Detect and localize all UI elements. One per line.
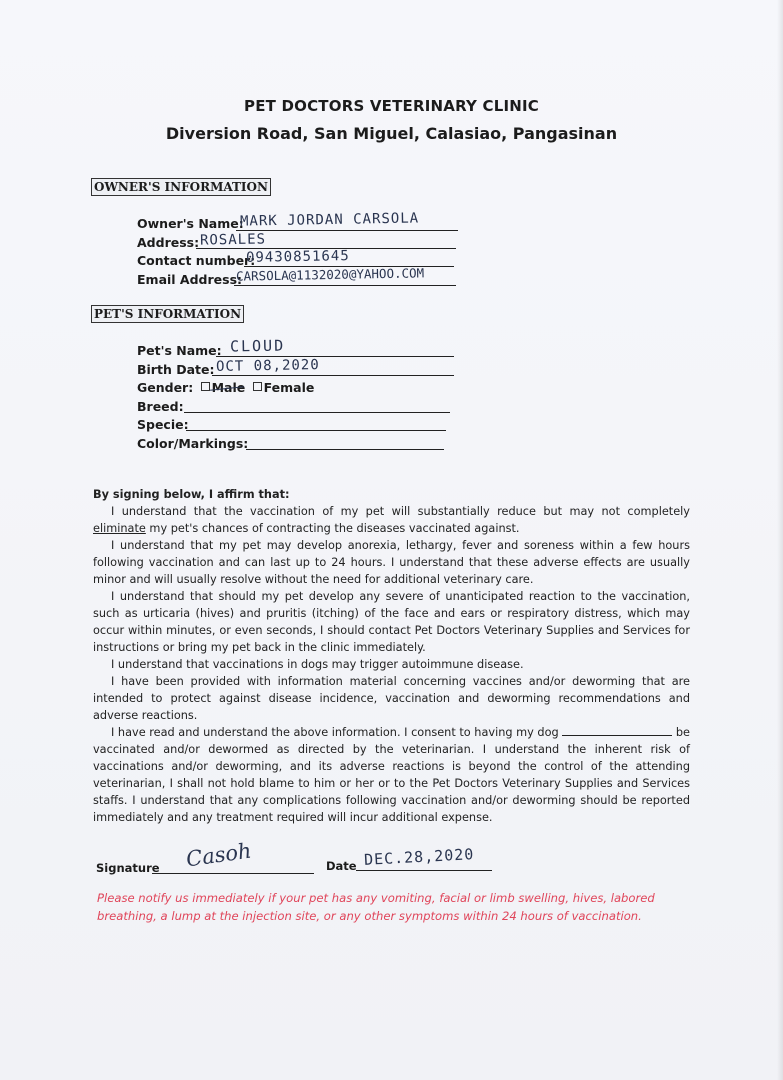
owner-section-heading: OWNER'S INFORMATION bbox=[91, 178, 271, 196]
email-label: Email Address: bbox=[137, 272, 243, 287]
notice-text: Please notify us immediately if your pet has any vomiting, facial or limb swelling, hives, labored breathing, a lump at the injection site, or any other symptoms within 24 hours of vaccination. bbox=[97, 891, 655, 923]
signature-mark: Casoh bbox=[184, 838, 253, 872]
consent-p6-text-end: be vaccinated and/or dewormed as directed by the veterinarian. I understand the inherent risk of vaccinations and/or deworming, and its adverse reactions is beyond the control of the attending veterinarian, I shall not hold blame to him or her or to the Pet Doctors Veterinary Supplies and Services staffs. I understand that any complications following vaccination and/or deworming should be reported immediately and any treatment required will incur additional expense. bbox=[93, 726, 690, 824]
color-label: Color/Markings: bbox=[137, 436, 249, 451]
consent-p1-underlined: eliminate bbox=[93, 522, 146, 535]
clinic-address: Diversion Road, San Miguel, Calasiao, Pangasinan bbox=[165, 124, 618, 143]
pet-name-value[interactable]: CLOUD bbox=[229, 336, 286, 356]
consent-paragraph-6 bbox=[93, 724, 690, 826]
consent-text bbox=[93, 486, 690, 826]
date-label: Date bbox=[326, 859, 357, 873]
contact-value[interactable]: 09430851645 bbox=[245, 248, 350, 266]
birth-date-label: Birth Date: bbox=[137, 362, 215, 377]
consent-paragraph-4: I understand that vaccinations in dogs may trigger autoimmune disease. bbox=[111, 658, 524, 671]
female-checkbox[interactable] bbox=[253, 382, 262, 391]
dog-name-blank[interactable] bbox=[562, 725, 672, 736]
pet-name-line bbox=[216, 356, 454, 357]
date-value[interactable]: DEC.28,2020 bbox=[363, 845, 475, 869]
gender-row bbox=[137, 380, 314, 396]
consent-lead: By signing below, I affirm that: bbox=[93, 488, 290, 501]
pet-section-heading: PET'S INFORMATION bbox=[91, 305, 244, 323]
address-value[interactable]: ROSALES bbox=[199, 231, 267, 249]
breed-label: Breed: bbox=[137, 399, 184, 414]
specie-label: Specie: bbox=[137, 417, 189, 432]
male-checkbox[interactable] bbox=[201, 382, 210, 391]
gender-male-option: Male bbox=[211, 380, 246, 395]
clinic-name: PET DOCTORS VETERINARY CLINIC bbox=[244, 97, 539, 115]
date-line[interactable] bbox=[356, 870, 492, 871]
consent-p1-text-end: my pet's chances of contracting the diseases vaccinated against. bbox=[145, 522, 520, 535]
scan-edge bbox=[777, 0, 783, 1080]
email-value[interactable]: CARSOLA@1132020@YAHOO.COM bbox=[235, 265, 425, 284]
signature-label: Signature bbox=[96, 861, 160, 875]
owner-name-line bbox=[236, 230, 458, 231]
breed-line[interactable] bbox=[184, 412, 450, 413]
pet-name-label: Pet's Name: bbox=[137, 343, 222, 358]
gender-female-option: Female bbox=[263, 380, 315, 395]
consent-paragraph-5: I have been provided with information material concerning vaccines and/or deworming that are intended to protect against disease incidence, vaccination and deworming recommendations and adverse reactions. bbox=[93, 675, 690, 722]
address-label: Address: bbox=[137, 235, 200, 250]
specie-line[interactable] bbox=[186, 430, 446, 431]
consent-paragraph-1 bbox=[93, 503, 690, 537]
gender-label: Gender: bbox=[137, 380, 194, 395]
birth-date-line bbox=[212, 375, 454, 376]
consent-paragraph-3: I understand that should my pet develop any severe of unanticipated reaction to the vaccination, such as urticaria (hives) and pruritis (itching) of the face and ears or respiratory distress, which may occur within minutes, or even seconds, I should contact Pet Doctors Veterinary Supplies and Services for instructions or bring my pet back in the clinic immediately. bbox=[93, 590, 690, 654]
contact-label: Contact number: bbox=[137, 253, 256, 268]
owner-name-value[interactable]: MARK JORDAN CARSOLA bbox=[239, 210, 420, 230]
color-line[interactable] bbox=[246, 449, 444, 450]
signature-line[interactable] bbox=[152, 873, 314, 874]
consent-paragraph-2: I understand that my pet may develop anorexia, lethargy, fever and soreness within a few hours following vaccination and can last up to 24 hours. I understand that these adverse effects are usually minor and will usually resolve without the need for additional veterinary care. bbox=[93, 539, 690, 586]
email-line bbox=[234, 285, 456, 286]
birth-date-value[interactable]: OCT 08,2020 bbox=[215, 357, 320, 375]
consent-p6-text: I have read and understand the above information. I consent to having my dog bbox=[111, 726, 563, 739]
owner-name-label: Owner's Name: bbox=[137, 216, 244, 231]
consent-p1-text: I understand that the vaccination of my pet will substantially reduce but may not completely bbox=[111, 505, 690, 518]
